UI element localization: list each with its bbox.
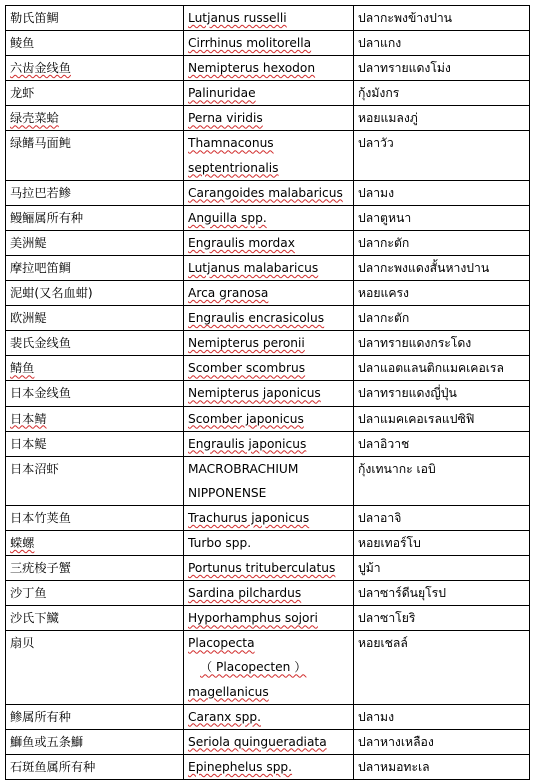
table-row <box>6 131 530 180</box>
chinese-name: 泥蚶(又名血蚶) <box>10 286 93 301</box>
scientific-name-line: Engraulis japonicus <box>188 436 307 451</box>
chinese-name: 美洲鳀 <box>10 235 47 250</box>
chinese-name-cell <box>6 106 184 131</box>
scientific-name-cell <box>184 729 354 754</box>
thai-name-cell <box>354 631 530 704</box>
chinese-name-cell <box>6 581 184 606</box>
chinese-name: 扇贝 <box>10 636 35 651</box>
thai-name-cell <box>354 406 530 431</box>
scientific-name-line: Sardina pilchardus <box>188 586 302 601</box>
thai-name-cell <box>354 729 530 754</box>
thai-name-cell <box>354 606 530 631</box>
chinese-name: 日本竹荚鱼 <box>10 510 71 525</box>
thai-name-cell <box>354 456 530 505</box>
species-table <box>5 5 530 780</box>
table-row <box>6 406 530 431</box>
chinese-name-cell <box>6 205 184 230</box>
table-row <box>6 556 530 581</box>
table-row <box>6 106 530 131</box>
chinese-name-cell <box>6 631 184 704</box>
thai-name: ปลามง <box>358 709 395 724</box>
table-row <box>6 505 530 530</box>
scientific-name-line: Nemipterus hexodon <box>188 61 316 76</box>
chinese-name-cell <box>6 704 184 729</box>
thai-name-cell <box>354 581 530 606</box>
thai-name: ปลาอาจิ <box>358 510 402 525</box>
table-row <box>6 704 530 729</box>
scientific-name-line: Placopecta <box>188 636 255 651</box>
thai-name-cell <box>354 205 530 230</box>
scientific-name-cell <box>184 704 354 729</box>
scientific-name-cell <box>184 356 354 381</box>
chinese-name-cell <box>6 255 184 280</box>
thai-name-cell <box>354 6 530 31</box>
scientific-name-line: Lutjanus russelli <box>188 11 287 25</box>
thai-name-cell <box>354 31 530 56</box>
thai-name: ปลาแมคเคอเรลแปซิฟิ <box>358 411 475 426</box>
scientific-name-line: Nemipterus peronii <box>188 336 305 351</box>
scientific-name-line: Arca granosa <box>188 286 269 301</box>
scientific-name-line: Scomber japonicus <box>188 411 304 426</box>
scientific-name-line: Palinuridae <box>188 86 256 101</box>
document-page <box>5 5 529 780</box>
thai-name: ปลาตูหนา <box>358 210 412 225</box>
chinese-name: 摩拉吧笛鲷 <box>10 260 71 275</box>
thai-name-cell <box>354 754 530 779</box>
table-row <box>6 230 530 255</box>
chinese-name: 龙虾 <box>10 86 35 101</box>
scientific-name-line: Hyporhamphus sojori <box>188 611 318 626</box>
chinese-name-cell <box>6 356 184 381</box>
thai-name: ปลากะพงข้างปาน <box>358 11 452 25</box>
species-table-body <box>6 6 530 780</box>
thai-name-cell <box>354 131 530 180</box>
thai-name-cell <box>354 106 530 131</box>
thai-name: ปลาหมอทะเล <box>358 759 430 774</box>
scientific-name-line: MACROBRACHIUM <box>188 461 299 476</box>
table-row <box>6 281 530 306</box>
chinese-name-cell <box>6 530 184 555</box>
thai-name-cell <box>354 281 530 306</box>
scientific-name-line: Portunus trituberculatus <box>188 561 336 576</box>
scientific-name-cell <box>184 230 354 255</box>
scientific-name-line: Epinephelus spp. <box>188 759 293 774</box>
scientific-name-line: Seriola quingueradiata <box>188 734 327 749</box>
chinese-name: 石斑鱼属所有种 <box>10 759 96 774</box>
table-row <box>6 255 530 280</box>
chinese-name-cell <box>6 131 184 180</box>
chinese-name-cell <box>6 281 184 306</box>
table-row <box>6 180 530 205</box>
scientific-name-line: NIPPONENSE <box>188 485 267 500</box>
table-row <box>6 31 530 56</box>
scientific-name-line: （ Placopecten ） <box>200 660 307 675</box>
scientific-name-cell <box>184 406 354 431</box>
scientific-name-line: Carangoides malabaricus <box>188 185 343 200</box>
chinese-name: 鲹属所有种 <box>10 709 71 724</box>
chinese-name: 六齿金线鱼 <box>10 61 71 76</box>
chinese-name: 日本金线鱼 <box>10 386 71 401</box>
scientific-name-cell <box>184 56 354 81</box>
thai-name-cell <box>354 556 530 581</box>
thai-name-cell <box>354 505 530 530</box>
chinese-name-cell <box>6 406 184 431</box>
scientific-name-cell <box>184 255 354 280</box>
thai-name: ปลาซาร์ดีนยุโรป <box>358 586 446 601</box>
scientific-name-cell <box>184 530 354 555</box>
scientific-name-cell <box>184 31 354 56</box>
thai-name-cell <box>354 81 530 106</box>
scientific-name-line: Perna viridis <box>188 111 263 126</box>
thai-name: หอยแมลงภู่ <box>358 111 418 126</box>
scientific-name-line: Trachurus japonicus <box>188 510 310 525</box>
thai-name-cell <box>354 56 530 81</box>
chinese-name-cell <box>6 456 184 505</box>
thai-name: ปลาซาโยริ <box>358 611 416 626</box>
thai-name: หอยเชลล์ <box>358 636 408 651</box>
chinese-name-cell <box>6 31 184 56</box>
table-row <box>6 56 530 81</box>
thai-name: กุ้งมังกร <box>358 86 400 101</box>
thai-name-cell <box>354 704 530 729</box>
thai-name: ปลาแกง <box>358 36 402 51</box>
thai-name: ปลาทรายแดงโม่ง <box>358 61 451 76</box>
chinese-name: 鲭鱼 <box>10 361 35 376</box>
thai-name-cell <box>354 356 530 381</box>
thai-name: หอยเทอร์โบ <box>358 535 421 550</box>
chinese-name: 绿鳍马面鲀 <box>10 136 71 151</box>
scientific-name-cell <box>184 606 354 631</box>
thai-name: ปลากะตัก <box>358 311 410 326</box>
chinese-name-cell <box>6 556 184 581</box>
scientific-name-line: Thamnaconus <box>188 136 274 151</box>
scientific-name-line: magellanicus <box>188 684 269 699</box>
chinese-name: 日本鳀 <box>10 436 47 451</box>
scientific-name-cell <box>184 6 354 31</box>
scientific-name-line: Caranx spp. <box>188 709 261 724</box>
chinese-name-cell <box>6 6 184 31</box>
chinese-name: 鲮鱼 <box>10 36 35 51</box>
chinese-name: 沙丁鱼 <box>10 586 47 601</box>
scientific-name-cell <box>184 556 354 581</box>
thai-name: ปลามง <box>358 185 395 200</box>
table-row <box>6 606 530 631</box>
scientific-name-cell <box>184 205 354 230</box>
thai-name: ปลาแอตแลนติกแมคเคอเรล <box>358 361 504 376</box>
table-row <box>6 530 530 555</box>
table-row <box>6 581 530 606</box>
table-row <box>6 381 530 406</box>
thai-name: ปลาอิวาช <box>358 436 410 451</box>
scientific-name-line: Engraulis mordax <box>188 235 295 250</box>
scientific-name-cell <box>184 106 354 131</box>
thai-name: ปลาทรายแดงญี่ปุ่น <box>358 386 457 401</box>
chinese-name-cell <box>6 180 184 205</box>
thai-name: ปลากะพงแดงสั้นหางปาน <box>358 260 490 275</box>
table-row <box>6 331 530 356</box>
scientific-name-line: Cirrhinus molitorella <box>188 36 312 51</box>
thai-name: ปลาวัว <box>358 136 394 151</box>
table-row <box>6 456 530 505</box>
thai-name-cell <box>354 180 530 205</box>
chinese-name: 鰤鱼或五条鰤 <box>10 734 84 749</box>
scientific-name-cell <box>184 131 354 180</box>
chinese-name: 马拉巴若鲹 <box>10 185 71 200</box>
scientific-name-cell <box>184 331 354 356</box>
chinese-name-cell <box>6 729 184 754</box>
thai-name-cell <box>354 381 530 406</box>
scientific-name-cell <box>184 631 354 704</box>
chinese-name: 沙氏下鱵 <box>10 611 59 626</box>
scientific-name-cell <box>184 431 354 456</box>
scientific-name-cell <box>184 381 354 406</box>
chinese-name: 绿壳菜蛤 <box>10 111 59 126</box>
scientific-name-cell <box>184 81 354 106</box>
chinese-name-cell <box>6 56 184 81</box>
chinese-name-cell <box>6 754 184 779</box>
scientific-name-line: Engraulis encrasicolus <box>188 311 325 326</box>
thai-name-cell <box>354 230 530 255</box>
chinese-name-cell <box>6 230 184 255</box>
scientific-name-line: Scomber scombrus <box>188 361 306 376</box>
table-row <box>6 306 530 331</box>
chinese-name: 欧洲鳀 <box>10 311 47 326</box>
chinese-name-cell <box>6 606 184 631</box>
chinese-name-cell <box>6 81 184 106</box>
chinese-name-cell <box>6 431 184 456</box>
table-row <box>6 6 530 31</box>
thai-name: ปลาหางเหลือง <box>358 734 434 749</box>
chinese-name: 蝾螺 <box>10 535 35 550</box>
table-row <box>6 81 530 106</box>
chinese-name: 日本沼虾 <box>10 461 59 476</box>
scientific-name-cell <box>184 306 354 331</box>
scientific-name-line: Nemipterus japonicus <box>188 386 321 401</box>
scientific-name-cell <box>184 754 354 779</box>
table-row <box>6 431 530 456</box>
table-row <box>6 356 530 381</box>
thai-name: หอยแครง <box>358 286 409 301</box>
chinese-name-cell <box>6 331 184 356</box>
scientific-name-cell <box>184 456 354 505</box>
thai-name: ปลากะตัก <box>358 235 410 250</box>
table-row <box>6 631 530 704</box>
thai-name-cell <box>354 530 530 555</box>
chinese-name: 勒氏笛鲷 <box>10 11 59 25</box>
scientific-name-cell <box>184 180 354 205</box>
chinese-name: 鳗鲡属所有种 <box>10 210 84 225</box>
chinese-name-cell <box>6 505 184 530</box>
chinese-name: 裴氏金线鱼 <box>10 336 71 351</box>
scientific-name-cell <box>184 581 354 606</box>
chinese-name: 三疣梭子蟹 <box>10 561 71 576</box>
table-row <box>6 754 530 779</box>
thai-name: ปลาทรายแดงกระโดง <box>358 336 472 351</box>
scientific-name-line: Turbo spp. <box>188 535 252 550</box>
thai-name-cell <box>354 431 530 456</box>
thai-name: กุ้งเทนากะ เอบิ <box>358 461 436 476</box>
table-row <box>6 729 530 754</box>
thai-name-cell <box>354 331 530 356</box>
scientific-name-line: Anguilla spp. <box>188 210 267 225</box>
scientific-name-cell <box>184 281 354 306</box>
table-row <box>6 205 530 230</box>
scientific-name-line: septentrionalis <box>188 160 279 175</box>
scientific-name-cell <box>184 505 354 530</box>
chinese-name-cell <box>6 381 184 406</box>
chinese-name-cell <box>6 306 184 331</box>
thai-name: ปูม้า <box>358 561 381 576</box>
thai-name-cell <box>354 306 530 331</box>
thai-name-cell <box>354 255 530 280</box>
scientific-name-line: Lutjanus malabaricus <box>188 260 319 275</box>
chinese-name: 日本鲭 <box>10 411 47 426</box>
